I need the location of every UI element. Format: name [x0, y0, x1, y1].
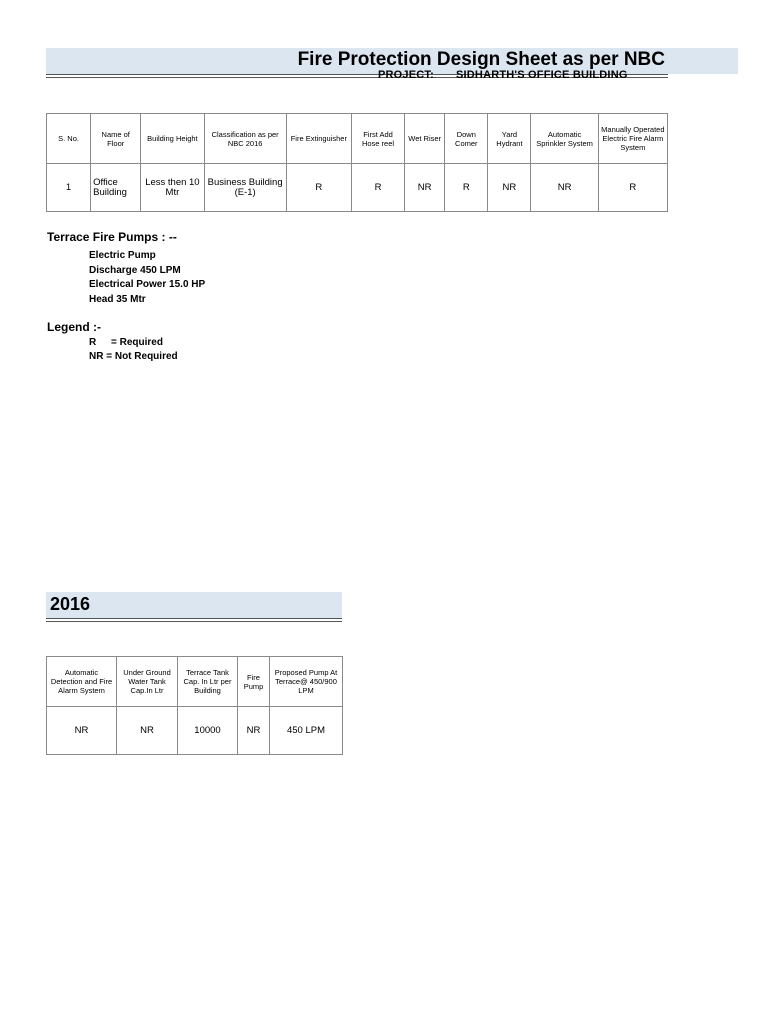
header-cell: Manually Operated Electric Fire Alarm System: [598, 114, 667, 164]
fire-protection-table: [46, 113, 668, 212]
header-cell: Building Height: [141, 114, 204, 164]
table-cell: NR: [405, 164, 445, 212]
table-cell: 10000: [178, 707, 238, 755]
list-item: Head 35 Mtr: [89, 293, 146, 305]
list-item: Electric Pump: [89, 250, 156, 261]
legend-text: = Required: [111, 337, 163, 348]
pumps-title: Terrace Fire Pumps : --: [47, 230, 177, 244]
table-cell: Business Building (E-1): [204, 164, 286, 212]
header-cell: Terrace Tank Cap. In Ltr per Building: [178, 657, 238, 707]
year-rule-top: [46, 618, 342, 619]
table-cell: Less then 10 Mtr: [141, 164, 204, 212]
header-cell: Name of Floor: [91, 114, 141, 164]
table-cell: R: [445, 164, 488, 212]
header-cell: Under Ground Water Tank Cap.In Ltr: [117, 657, 178, 707]
legend-code: R: [89, 337, 97, 348]
year-heading: 2016: [50, 594, 91, 614]
header-cell: Proposed Pump At Terrace@ 450/900 LPM: [270, 657, 343, 707]
year-band: [46, 592, 342, 618]
fire-equipment-table: [46, 656, 343, 755]
header-cell: First Add Hose reel: [351, 114, 404, 164]
legend-item: [89, 350, 178, 364]
header-cell: Automatic Detection and Fire Alarm System: [47, 657, 117, 707]
table-cell: R: [598, 164, 667, 212]
table-cell: NR: [47, 707, 117, 755]
table-cell: 450 LPM: [270, 707, 343, 755]
header-cell: S. No.: [47, 114, 91, 164]
legend-list: [89, 336, 178, 364]
year-rule-bottom: [46, 621, 342, 622]
table-cell: NR: [238, 707, 270, 755]
legend-item: [89, 336, 178, 350]
legend-title: Legend :-: [47, 320, 101, 334]
project-name: SIDHARTH'S OFFICE BUILDING: [456, 70, 628, 79]
header-cell: Yard Hydrant: [488, 114, 531, 164]
page-title: Fire Protection Design Sheet as per NBC: [297, 49, 665, 70]
table-cell: NR: [488, 164, 531, 212]
table-cell: Office Building: [91, 164, 141, 212]
project-line: [378, 70, 648, 79]
list-item: Electrical Power 15.0 HP: [89, 279, 206, 290]
header-cell: Fire Pump: [238, 657, 270, 707]
table-cell: 1: [47, 164, 91, 212]
table-row: [47, 164, 668, 212]
table-row: [47, 707, 343, 755]
pumps-list: [89, 249, 205, 307]
table-cell: NR: [531, 164, 598, 212]
list-item: Discharge 450 LPM: [89, 264, 181, 276]
project-label: PROJECT:: [378, 70, 434, 79]
table-header-row: [47, 657, 343, 707]
header-cell: Automatic Sprinkler System: [531, 114, 598, 164]
table-cell: R: [351, 164, 404, 212]
table-cell: NR: [117, 707, 178, 755]
legend-code: NR: [89, 351, 104, 362]
header-cell: Fire Extinguisher: [286, 114, 351, 164]
header-cell: Down Comer: [445, 114, 488, 164]
header-cell: Classification as per NBC 2016: [204, 114, 286, 164]
legend-text: = Not Required: [106, 351, 178, 362]
header-cell: Wet Riser: [405, 114, 445, 164]
table-cell: R: [286, 164, 351, 212]
table-header-row: [47, 114, 668, 164]
